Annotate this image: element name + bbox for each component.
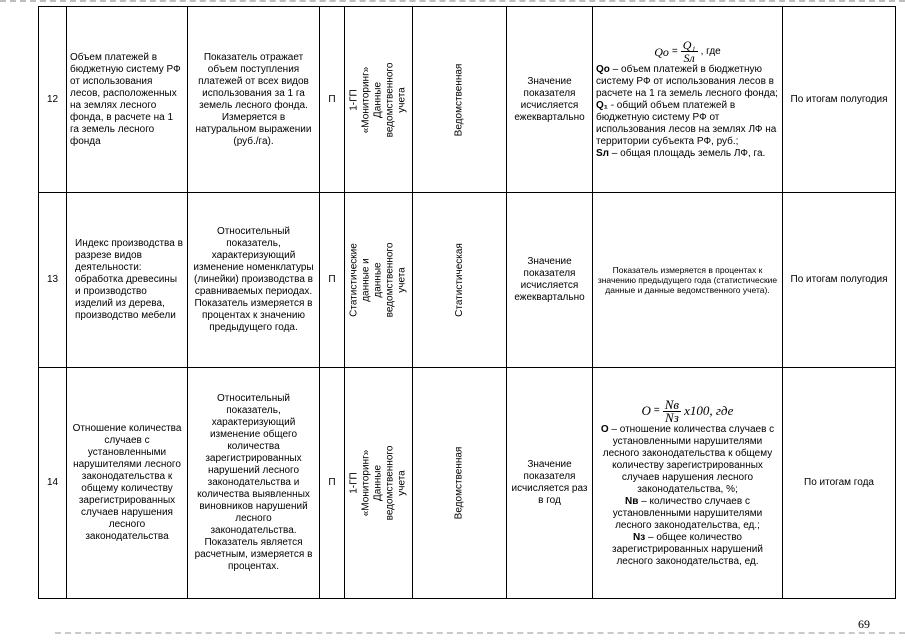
calculation-method (593, 7, 783, 193)
row-number: 14 (39, 368, 67, 599)
formula-fraction: $\frac{Nв}{Nз}$ (664, 396, 680, 425)
calculation-method: Показатель измеряется в процентах к значению предыдущего года (статистические данные и данные ведомственного учета). (593, 193, 783, 368)
table-row (39, 193, 896, 368)
indicator-type: Ведомственная (453, 446, 465, 520)
page-number: 69 (858, 617, 870, 631)
reporting-period: По итогам полугодия (783, 193, 896, 368)
reporting-period: По итогам полугодия (783, 7, 896, 193)
top-dashed-rule (0, 0, 905, 2)
indicator-table (38, 6, 896, 599)
indicator-name: Индекс производства в разрезе видов деятельности: обработка древесины и производство изделий из дерева, производство мебели (67, 193, 188, 368)
data-source: Статистические данные и данные ведомственного учета (348, 242, 408, 318)
method-definition: Nз – общее количество зарегистрированных нарушений лесного законодательства, ед. (612, 531, 763, 567)
data-source-cell (345, 7, 413, 193)
indicator-name: Объем платежей в бюджетную систему РФ от использования лесов, расположенных на землях лесного фонда, в расчете на 1 га земель лесного фонда (67, 7, 188, 193)
method-definition: Nв – количество случаев с установленными нарушителями лесного законодательства, ед.; (612, 495, 763, 531)
indicator-name: Отношение количества случаев с установленными нарушителями лесного законодательства к общему количеству зарегистрированных случаев нарушения лесного законодательства (67, 368, 188, 599)
data-source-cell (345, 368, 413, 599)
indicator-type-cell (413, 368, 507, 599)
row-number: 13 (39, 193, 67, 368)
calculation-frequency: Значение показателя исчисляется ежеквартально (507, 193, 593, 368)
bottom-dashed-rule (55, 632, 905, 634)
indicator-description: Относительный показатель, характеризующий изменение номенклатуры (линейки) производства в сравниваемых периодах. Показатель измеряется в процентах к значению предыдущего года. (188, 193, 320, 368)
indicator-description: Показатель отражает объем поступления платежей от всех видов использования за 1 га земель лесного фонда. Измеряется в натуральном выражении (руб./га). (188, 7, 320, 193)
formula: O = $\frac{Nв}{Nз}$ x100, где (641, 396, 734, 425)
data-source: 1-ГП «Мониторинг» Данные ведомственного учета (348, 62, 408, 137)
data-source-cell (345, 193, 413, 368)
formula-fraction: $\frac{\text{Q₁}}{Sл}$ (682, 38, 696, 65)
indicator-type: Статистическая (453, 243, 465, 317)
method-definition: Qo – объем платежей в бюджетную систему РФ от использования лесов в расчете на 1 га земель лесного фонда; (596, 64, 778, 99)
indicator-type-cell (413, 193, 507, 368)
table-row (39, 368, 896, 599)
method-definition: Sл – общая площадь земель ЛФ, га. (596, 148, 766, 159)
table-row (39, 7, 896, 193)
data-source: 1-ГП «Мониторинг» Данные ведомственного учета (348, 445, 408, 521)
indicator-unit: П (320, 368, 345, 599)
indicator-unit: П (320, 7, 345, 193)
calculation-method (593, 368, 783, 599)
indicator-type-cell (413, 7, 507, 193)
reporting-period: По итогам года (783, 368, 896, 599)
row-number: 12 (39, 7, 67, 193)
calculation-frequency: Значение показателя исчисляется раз в год (507, 368, 593, 599)
indicator-unit: П (320, 193, 345, 368)
indicator-description: Относительный показатель, характеризующий изменение общего количества зарегистрированных нарушений лесного законодательства и количества выявленных виновников нарушений лесного законодательства. Показатель является расчетным, измеряется в процентах. (188, 368, 320, 599)
indicator-type: Ведомственная (453, 63, 465, 136)
calculation-frequency: Значение показателя исчисляется ежеквартально (507, 7, 593, 193)
method-definition: Q₁ - общий объем платежей в бюджетную систему РФ от использования лесов на землях ЛФ на территории субъекта РФ, руб.; (596, 100, 777, 147)
formula: Qo = $\frac{\text{Q₁}}{Sл}$ , где (654, 38, 721, 65)
method-definition: О – отношение количества случаев с установленными нарушителями лесного законодательства к общему количеству зарегистрированных случаев нарушения лесного законодательства, %; (600, 423, 775, 495)
